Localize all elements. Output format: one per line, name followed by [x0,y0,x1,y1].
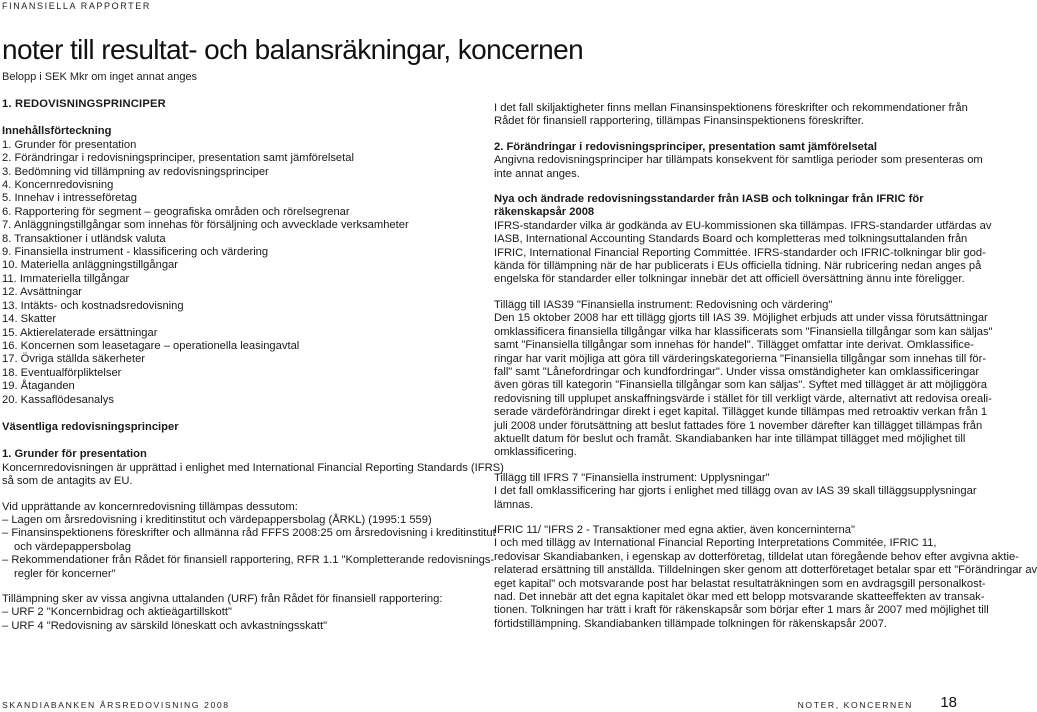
ifric11-subheading: IFRIC 11/ "IFRS 2 - Transaktioner med egna aktier, även koncerninterna" [494,523,855,536]
toc-item: 13. Intäkts- och kostnadsredovisning [2,299,184,312]
ifrs7-subheading: Tillägg till IFRS 7 "Finansiella instrument: Upplysningar" [494,471,770,484]
paragraph-line: IFRS-standarder vilka är godkända av EU-kommissionen ska tillämpas. IFRS-standarder utfärdas av [494,219,992,232]
toc-item: 10. Materiella anläggningstillgångar [2,259,179,272]
nya-standarder-heading: Nya och ändrade redovisningsstandarder från IASB och tolkningar från IFRIC för [494,193,924,206]
toc-item: 5. Innehav i intresseföretag [2,192,137,205]
paragraph-line: IFRIC, International Financial Reporting Committée. IFRS-standarder och IFRIC-tolkningar blir god- [494,246,986,259]
paragraph-line: eget kapital" och motsvarande post har belastat resultaträkningen som en avdragsgill personalkost- [494,577,986,590]
toc-item: 1. Grunder för presentation [2,138,137,151]
bullet-item: – Rekommendationer från Rådet för finansiell rapportering, RFR 1.1 "Kompletterande redovisnings- [2,554,495,567]
paragraph-line: aktuellt datum för beslut och framåt. Skandiabanken har inte tillämpat tillägget med möjlighet till [494,432,966,445]
paragraph-line: ringar har varit möjliga att göra till värderingskategorierna "Finansiella tillgångar som innehas till för- [494,352,987,365]
footer-publication: SKANDIABANKEN ÅRSREDOVISNING 2008 [2,700,230,710]
paragraph-line: redovisning till upplupet anskaffningsvärde i stället för till verkligt värde, alternativt att redovisa oreali- [494,392,992,405]
bullet-item: – URF 2 "Koncernbidrag och aktieägartillskott" [2,606,232,619]
nya-standarder-heading: räkenskapsår 2008 [494,206,595,219]
page-number: 18 [940,694,957,711]
paragraph-line: fall" samt "Lånefordringar och kundfordringar". Under vissa omständigheter kan omklassificeringar [494,365,980,378]
toc-item: 20. Kassaflödesanalys [2,393,114,406]
paragraph-line: I det fall omklassificering har gjorts i enlighet med tillägg ovan av IAS 39 skall tilläggsupplysningar [494,485,977,498]
paragraph-line: Vid upprättande av koncernredovisning tillämpas dessutom: [2,500,298,513]
page-title: noter till resultat- och balansräkningar, koncernen [2,34,584,65]
right-column [494,102,1037,631]
paragraph-line: Den 15 oktober 2008 har ett tillägg gjorts till IAS 39. Möjlighet erbjuds att under vissa förutsättningar [494,312,988,325]
bullet-item: – URF 4 "Redovisning av särskild löneskatt och avkastningsskatt" [2,619,328,632]
toc-item: 8. Transaktioner i utländsk valuta [2,232,166,245]
footer-section: NOTER, KONCERNEN [797,700,913,710]
bullet-item: – Finansinspektionens föreskrifter och allmänna råd FFFS 2008:25 om årsredovisning i kreditinstitut [2,527,496,540]
toc-item: 11. Immateriella tillgångar [2,272,130,285]
toc-item: 2. Förändringar i redovisningsprinciper, presentation samt jämförelsetal [2,152,354,165]
paragraph-line: kända för tillämpning när de har publicerats i EUs officiella tidning. När rubricering nedan anges på [494,260,982,273]
toc-item: 4. Koncernredovisning [2,179,114,192]
paragraph-line: juli 2008 under förutsättning att beslut fattades före 1 november därefter kan tillägget tillämpas från [494,419,983,432]
paragraph-line: Koncernredovisningen är upprättad i enlighet med International Financial Reporting Standards (IFRS) [2,461,504,474]
toc-item: 7. Anläggningstillgångar som innehas för försäljning och avvecklade verksamheter [2,219,409,232]
toc-item: 12. Avsättningar [2,286,83,299]
toc-item: 16. Koncernen som leasetagare – operationella leasingavtal [2,339,300,352]
paragraph-line: omklassificering. [494,446,577,459]
paragraph-line: även göras till kategorin "Finansiella tillgångar som kan säljas". Syftet med tillägget är att möjliggöra [494,379,987,392]
paragraph-line: IASB, International Accounting Standards Board och kompletteras med tolkningsuttalanden från [494,233,968,246]
paragraph-line: I och med tillägg av International Financial Reporting Interpretations Commitée, IFRIC 11, [494,537,937,550]
paragraph-line: tionen. Tolkningen har trätt i kraft för räkenskapsår som börjar efter 1 mars år 2007 med möjlighet till [494,604,989,617]
paragraph-line: I det fall skiljaktigheter finns mellan Finansinspektionens föreskrifter och rekommendationer från [494,102,968,114]
grunder-heading: 1. Grunder för presentation [2,448,147,461]
bullet-item-continued: regler för koncerner" [14,567,116,580]
left-column [2,98,504,633]
paragraph-line: så som de antagits av EU. [2,475,133,488]
toc-item: 17. Övriga ställda säkerheter [2,353,146,366]
paragraph-line: omklassificera finansiella tillgångar vilka har klassificerats som "Finansiella tillgångar som kan säljas" [494,325,993,338]
principles-heading: Väsentliga redovisningsprinciper [2,420,179,433]
paragraph-line: inte annat anges. [494,167,580,180]
toc-item: 18. Eventualförpliktelser [2,366,122,379]
paragraph-line: Tillämpning sker av vissa angivna uttalanden (URF) från Rådet för finansiell rapportering: [2,593,443,605]
paragraph-line: Rådet för finansiell rapportering, tillämpas Finansinspektionens föreskrifter. [494,115,864,128]
paragraph-line: redovisar Skandiabanken, i egenskap av dotterföretag, tilldelat utan föregående behov efter avgivna aktie- [494,550,1019,563]
section-heading: 1. REDOVISNINGSPRINCIPER [2,98,166,110]
bullet-item-continued: och värdepappersbolag [14,540,131,553]
paragraph-line: nad. Det innebär att det egna kapitalet ökar med ett belopp motsvarande skatteeffekten av transak- [494,591,985,603]
toc-heading: Innehållsförteckning [2,125,112,138]
amount-note: Belopp i SEK Mkr om inget annat anges [2,71,198,83]
bullet-item: – Lagen om årsredovisning i kreditinstitut och värdepappersbolag (ÅRKL) (1995:1 559) [2,513,432,526]
toc-item: 6. Rapportering för segment – geografiska områden och rörelsegrenar [2,205,350,218]
paragraph-line: lämnas. [494,498,534,511]
paragraph-line: Angivna redovisningsprinciper har tillämpats konsekvent för samtliga perioder som presenteras om [494,154,983,167]
forandringar-heading: 2. Förändringar i redovisningsprinciper, presentation samt jämförelsetal [494,140,877,153]
toc-item: 14. Skatter [2,313,57,326]
toc-list [2,139,470,407]
section-label: FINANSIELLA RAPPORTER [2,1,151,11]
toc-item: 9. Finansiella instrument - klassificering och värdering [2,246,269,259]
toc-item: 3. Bedömning vid tillämpning av redovisningsprinciper [2,165,269,178]
paragraph-line: engelska för standarder eller tolkningar innebär det att officiell översättning ännu inte föreligger. [494,273,965,286]
toc-item: 15. Aktierelaterade ersättningar [2,326,158,339]
paragraph-line: förtidstillämpning. Skandiabanken tillämpade tolkningen för räkenskapsår 2007. [494,617,888,630]
paragraph-line: relaterad ersättning till anställda. Tilldelningen sker genom att dotterföretaget betalar spar ett "Förändringar av [494,564,1037,577]
ias39-subheading: Tillägg till IAS39 "Finansiella instrument: Redovisning och värdering" [494,298,833,311]
paragraph-line: samt "Finansiella tillgångar som innehas för handel". Tillägget omfattar inte derivat. Omklassifice- [494,339,974,352]
toc-item: 19. Åtaganden [2,380,75,393]
paragraph-line: serade värdeförändringar direkt i eget kapital. Tillägget kunde tillämpas med retroaktiv verkan från 1 [494,406,988,419]
